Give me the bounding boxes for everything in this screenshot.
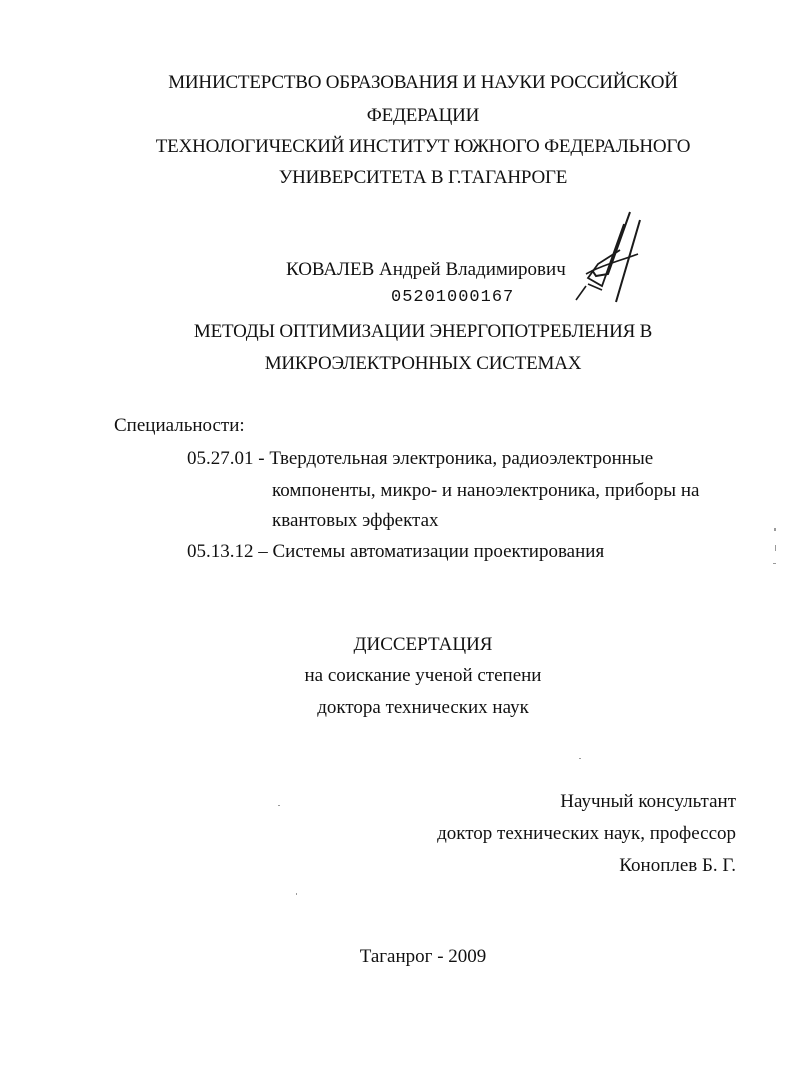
specialty-1-line-1: 05.27.01 - Твердотельная электроника, радиоэлектронные: [187, 448, 654, 469]
ministry-line-1: МИНИСТЕРСТВО ОБРАЗОВАНИЯ И НАУКИ РОССИЙСКОЙ: [168, 72, 678, 93]
title-line-2: МИКРОЭЛЕКТРОННЫХ СИСТЕМАХ: [264, 353, 582, 374]
specialty-1-line-2: компоненты, микро- и наноэлектроника, приборы на: [272, 480, 700, 501]
ministry-line-2: ФЕДЕРАЦИИ: [366, 105, 480, 126]
registration-number: 05201000167: [391, 288, 515, 307]
consultant-role: Научный консультант: [560, 791, 736, 812]
scan-speck: [278, 805, 280, 806]
signature-mark: [568, 204, 648, 304]
author-name: КОВАЛЕВ Андрей Владимирович: [286, 259, 566, 280]
scan-speck: [775, 545, 776, 551]
place-year: Таганрог - 2009: [359, 946, 487, 967]
specialties-label: Специальности:: [114, 415, 245, 436]
scan-speck: [774, 528, 776, 531]
dissertation-heading: ДИССЕРТАЦИЯ: [353, 634, 493, 655]
scan-speck: [579, 758, 581, 759]
title-line-1: МЕТОДЫ ОПТИМИЗАЦИИ ЭНЕРГОПОТРЕБЛЕНИЯ В: [193, 321, 653, 342]
consultant-degree: доктор технических наук, профессор: [437, 823, 736, 844]
institute-line-1: ТЕХНОЛОГИЧЕСКИЙ ИНСТИТУТ ЮЖНОГО ФЕДЕРАЛЬНОГО: [155, 136, 691, 157]
consultant-name: Коноплев Б. Г.: [619, 855, 736, 876]
dissertation-line-1: на соискание ученой степени: [304, 665, 542, 686]
specialty-1-line-3: квантовых эффектах: [272, 510, 439, 531]
scan-speck: [296, 893, 297, 895]
scan-speck: [773, 563, 776, 564]
dissertation-line-2: доктора технических наук: [317, 697, 529, 718]
institute-line-2: УНИВЕРСИТЕТА В Г.ТАГАНРОГЕ: [278, 167, 568, 188]
specialty-2-line-1: 05.13.12 – Системы автоматизации проектирования: [187, 541, 605, 562]
